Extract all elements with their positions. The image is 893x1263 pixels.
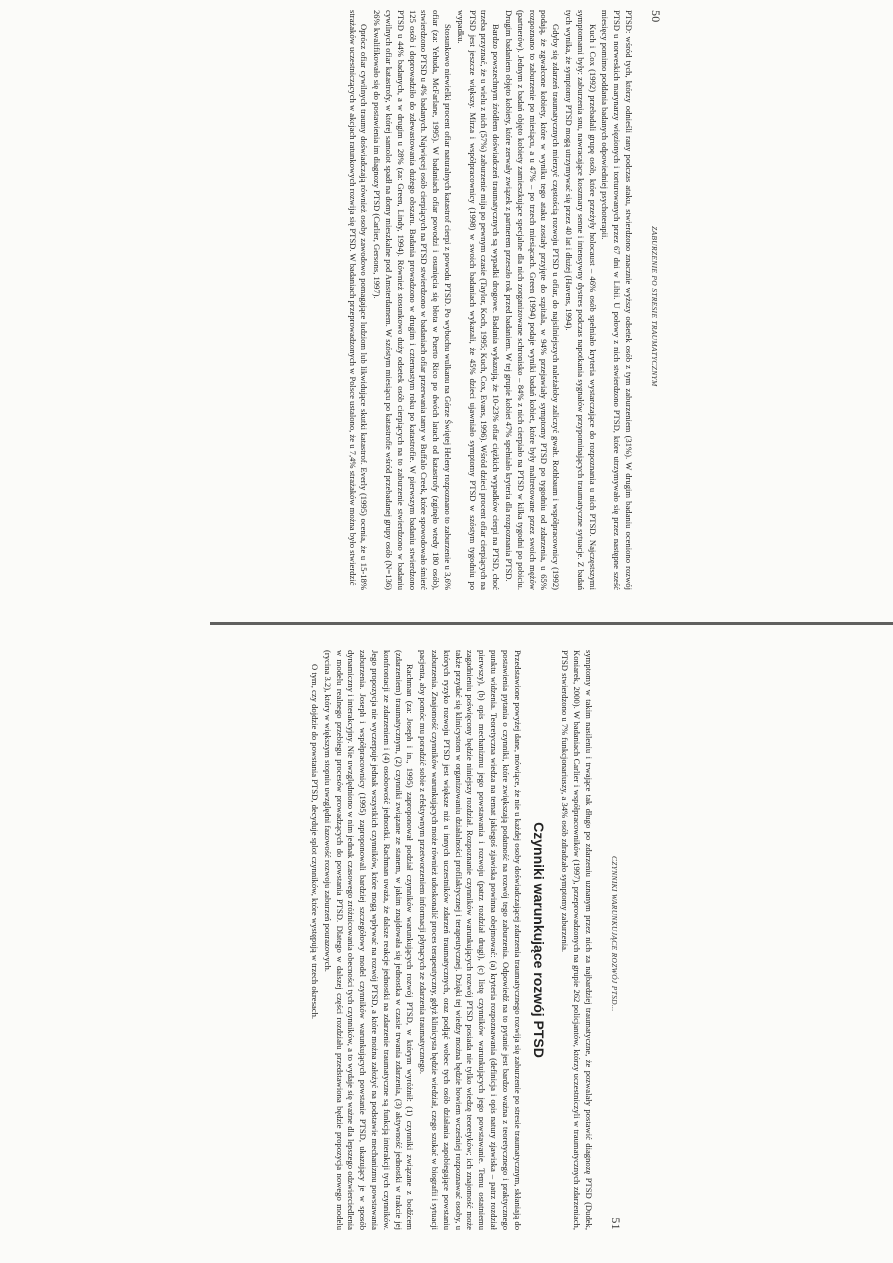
- paragraph: Kuch i Cox (1992) przebadali grupę osób, które przeżyły holocaust – 46% osób spełniało kryteria wystarczające do rozpoznania u nich PTSD. Najczęstszymi symptomami były: zaburzenia snu, nawracające koszmary senne i intensywny dystres podczas napotkania sygnałów przypominających traumatyczne sytuacje. Z badań tych wynika, że symptomy PTSD mogą utrzymywać się przez 40 lat i dłużej (Havens, 1994).: [564, 10, 598, 590]
- page-50-body: [346, 10, 634, 590]
- paragraph: Bardzo powszechnym źródłem doświadczeń traumatycznych są wypadki drogowe. Badania wykazują, że 10-23% ofiar ciężkich wypadków cierpi na PTSD, choć trzeba przyznać, że u wielu z nich (57%) zaburzenie mija po pewnym czasie (Taylor, Koch, 1995; Kuch, Cox, Evans, 1996). Wśród dzieci procent ofiar cierpiących na PTSD jest jeszcze większy. Mirza i współpracownicy (1998) w swoich badaniach wykazali, że 45% dzieci ujawniało symptomy PTSD w szóstym tygodniu po wypadku.: [455, 10, 502, 590]
- page-gutter-line: [210, 622, 893, 625]
- paragraph: PTSD: wśród tych, którzy odnieśli rany podczas ataku, stwierdzono znacznie wyższy odsetek osób z tym zaburzeniem (31%). W drugim badaniu oceniono rozwój PTSD u norweskich marynarzy więzionych i torturowanych przez 67 dni w Libii. U połowy z nich stwierdzono PTSD, które utrzymywało się przez następne sześć miesięcy pomimo poddania badanych odpowiedniej psychoterapii.: [600, 10, 634, 590]
- running-title: CZYNNIKI WARUNKUJĄCE ROZWÓJ PTSD...: [610, 855, 619, 1012]
- paragraph: O tym, czy dojdzie do powstania PTSD, decyduje splot czynników, które występują w trzech okresach.: [310, 664, 321, 1020]
- page-51-body: [308, 650, 594, 1230]
- paragraph: Stosunkowo niewielki procent ofiar naturalnych katastrof cierpi z powodu PTSD. Po wybuchu wulkanu na Górze Świętej Heleny rozpoznano to zaburzenie u 3,6% ofiar (za: Yehuda, McFarlane, 1995). W badaniach ofiar powodzi i osunięcia się błota w Puerto Rico po dwóch latach od katastrofy (zginęło wtedy 180 osób), stwierdzono PTSD u 4% badanych. Najwięcej osób cierpiących na PTSD stwierdzono w badaniach ofiar przerwania tamy w Buffalo Creek, które spowodowało śmierć 125 osób i doprowadziło do zdewastowania dużego obszaru. Badania prowadzono w drugim i czternastym roku po katastrofie. W pierwszym badaniu stwierdzono PTSD u 44% badanych, a w drugim u 28% (za: Green, Lindy, 1994). Również stosunkowo duży odsetek osób cierpiących na to zaburzenie stwierdzono w badaniu cywilnych ofiar katastrofy, w której samolot spadł na domy mieszkalne pod Amsterdamem. W szóstym miesiącu po katastrofie wśród przebadanej grupy osób (N=136) 26% kwalifikowało się do postawienia im diagnozy PTSD (Carlier, Gersons, 1997).: [372, 10, 454, 590]
- page-51: [203, 650, 623, 1230]
- running-title: ZABURZENIE PO STRESIE TRAUMATYCZNYM: [650, 226, 659, 387]
- paragraph: Przedstawione powyżej dane, mówiące, że nie u każdej osoby doświadczającej zdarzenia traumatycznego rozwija się zaburzenie po stresie traumatycznym, skłaniają do postawienia pytania o czynniki, które zwiększają podatność na rozwój tego zaburzenia. Odpowiedź na to pytanie jest bardzo ważna z teoretycznego i praktycznego punktu widzenia. Teoretyczna wiedza na temat jakiegoś zjawiska powinna obejmować: (a) kryteria rozpoznawania (definicja i opis natury zjawiska – patrz rozdział pierwszy), (b) opis mechanizmu jego powstawania i rozwoju (patrz rozdział drugi), (c) listę czynników warunkujących jego powstawanie. Temu ostatniemu zagadnieniu poświęcony będzie niniejszy rozdział. Rozpoznanie czynników warunkujących rozwój PTSD posiada nie tylko wiedzę teoretyków; ich znajomość może także przydać się klinicystom w organizowaniu działalności profilaktycznej i terapeutycznej. Dzięki tej wiedzy można będzie bowiem wcześniej rozpoznawać osoby, u których ryzyko rozwoju PTSD jest większe niż u innych uczestników zdarzeń traumatycznych, oraz podjąć wobec tych osób działania zapobiegające powstaniu zaburzenia. Znajomość czynników warunkujących może również udoskonalić proces terapeutyczny, gdyż klinicysta będzie wiedział, czego szukać w biografii i sytuacji pacjenta, aby pomóc mu poradzić sobie z efektywnym przetworzeniem informacji płynących ze zdarzenia traumatycznego.: [418, 650, 523, 1230]
- page-50: [243, 10, 663, 590]
- section-heading: Czynniki warunkujące rozwój PTSD: [530, 822, 547, 1058]
- paragraph: Oprócz ofiar cywilnych traumy doświadczają również osoby zawodowo pomagające ludziom lub likwidujące skutki katastrof. Everly (1995) ocenia, że u 15-18% strażaków uczestniczących w akcjach ratunkowych rozwija się PTSD. W badaniach przeprowadzonych w Polsce ustalono, że u 7,4% strażaków można było stwierdzić: [347, 10, 370, 590]
- paragraph: Rachman (za: Joseph i in., 1995) zaproponował podział czynników warunkujących rozwój PTSD, w którym wyróżnił: (1) czynniki związane z bodźcem (zdarzeniem) traumatycznym, (2) czynniki związane ze stanem, w jakim znajdowała się jednostka w czasie trwania zdarzenia, (3) aktywność jednostki w trakcie jej konfrontacji ze zdarzeniem i (4) osobowość jednostki. Rachman uważa, że dalsze reakcje jednostki na zdarzenie traumatyczne są funkcją interakcji tych czynników. Jego propozycja nie wyczerpuje jednak wszystkich czynników, które mogą wpływać na rozwój PTSD, a które można założyć na podstawie mechanizmu powstawania zaburzenia. Joseph i współpracownicy (1995) zaproponowali bardziej szczegółowy model czynników warunkujących powstanie PTSD, ukazujący je w sposób dynamiczny i interakcyjny. Nie uwzględniono w nim jednak czasowego zróżnicowania obecności tych czynników, a to wydaje się ważne dla lepszego odzwierciedlenia w modelu realnego przebiegu procesów prowadzących do powstania PTSD. Dlatego w dalszej części rozdziału przedstawiona będzie propozycja nowego modelu (rycina 3.2), który w większym stopniu uwzględni fazowość rozwoju zaburzeń pourazowych.: [322, 650, 416, 1230]
- page-number: 51: [609, 1217, 623, 1230]
- running-header: [608, 650, 623, 1230]
- paragraph: Gdyby się zdarzeń traumatycznych mierzyć częstością rozwoju PTSD u ofiar, do najsilniejszych należałoby zaliczyć gwałt. Rothbaum i współpracownicy (1992) podają, że zgwałcone kobiety, które w wyniku tego ataku zostały przyjęte do szpitala, w 94% przejawiały symptomy PTSD po tygodniu od zdarzenia, u 65% rozpoznano to zaburzenie po miesiącu, a u 47% – po trzech miesiącach. Green (1994) podaje wyniki badań kobiet, które były maltretowane przez swoich mężów (partnerów). Jednym z badań objęto kobiety zamieszkujące specjalne dla nich zorganizowane schronisko – 84% z nich cierpiało na PTSD w kilka tygodni po pobiciu. Drugim badaniem objęto kobiety, które zerwały związek z partnerem przeszło rok przed badaniem. W tej grupie kobiet 47% spełniało kryteria dla rozpoznania PTSD.: [504, 10, 562, 590]
- running-header: [648, 10, 663, 590]
- paragraph: symptomy w takim nasileniu i trwające tak długo po zdarzeniu uznanym przez nich za najbardziej traumatyczne, że pozwalały postawić diagnozę PTSD (Dudek, Koniarek, 2000). W badaniach Carlier i współpracowników (1997), przeprowadzonych na grupie 262 policjantów, którzy uczestniczyli w traumatycznych zdarzeniach, PTSD stwierdzono u 7% funkcjonariuszy, a 34% osób zdradzało symptomy zaburzenia.: [560, 650, 594, 1230]
- page-number: 50: [649, 10, 663, 23]
